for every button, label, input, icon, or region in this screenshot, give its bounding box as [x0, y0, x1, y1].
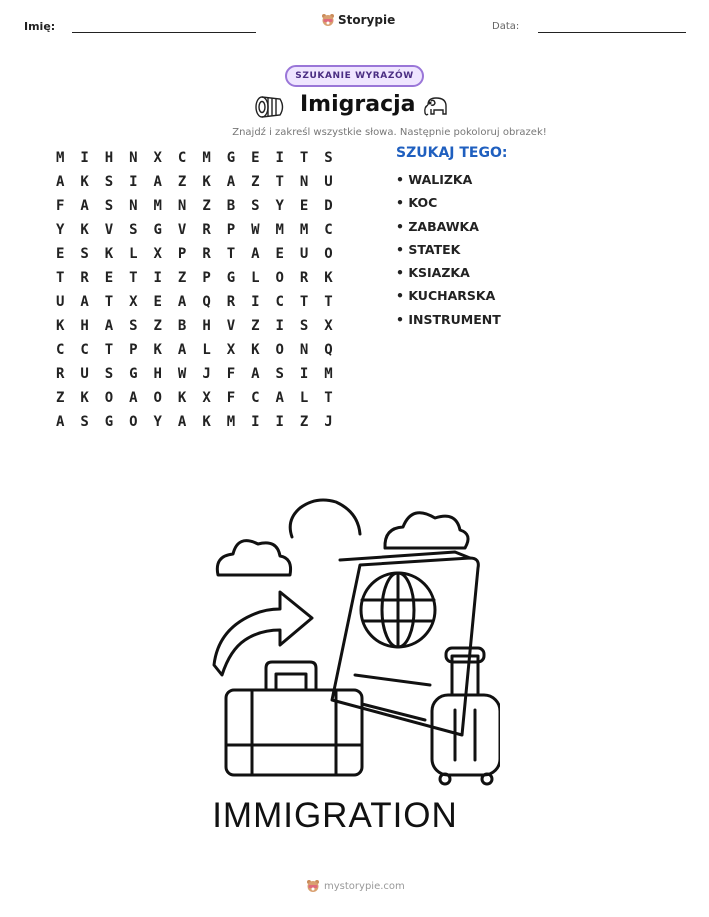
grid-cell[interactable]: P	[202, 270, 211, 286]
grid-cell[interactable]: Y	[153, 414, 162, 430]
grid-cell[interactable]: A	[55, 414, 65, 430]
word-list-item: • WALIZKA	[396, 172, 473, 187]
grid-cell[interactable]: X	[226, 342, 236, 358]
grid-cell[interactable]: O	[275, 270, 284, 286]
grid-cell[interactable]: C	[275, 294, 284, 310]
grid-cell[interactable]: Z	[251, 174, 260, 190]
grid-cell[interactable]: I	[251, 414, 260, 430]
grid-cell[interactable]: E	[104, 270, 114, 286]
grid-cell[interactable]: M	[299, 222, 309, 238]
grid-cell[interactable]: S	[80, 414, 89, 430]
grid-cell[interactable]: V	[177, 222, 187, 238]
grid-cell[interactable]: S	[299, 318, 309, 334]
grid-cell[interactable]: M	[153, 198, 162, 214]
grid-cell[interactable]: S	[251, 198, 260, 214]
bear-logo-icon	[321, 13, 335, 27]
grid-cell[interactable]: N	[299, 174, 309, 190]
grid-cell[interactable]: C	[55, 342, 65, 358]
grid-cell[interactable]: G	[153, 222, 162, 238]
grid-cell[interactable]: A	[129, 390, 138, 406]
grid-cell[interactable]: K	[202, 174, 211, 190]
grid-cell[interactable]: F	[226, 390, 236, 406]
footer	[306, 879, 405, 893]
grid-cell[interactable]: U	[299, 246, 309, 262]
grid-cell[interactable]: S	[275, 366, 284, 382]
grid-cell[interactable]: K	[80, 222, 89, 238]
grid-cell[interactable]: C	[80, 342, 89, 358]
grid-cell[interactable]: K	[80, 390, 89, 406]
grid-cell[interactable]: L	[202, 342, 211, 358]
word-list-item: • ZABAWKA	[396, 218, 479, 234]
grid-cell[interactable]: N	[129, 198, 138, 214]
grid-cell[interactable]: N	[129, 150, 138, 166]
grid-cell[interactable]: T	[299, 150, 309, 166]
grid-cell[interactable]: Z	[153, 318, 162, 334]
grid-cell[interactable]: K	[153, 342, 162, 358]
grid-cell[interactable]: K	[104, 246, 114, 262]
grid-cell[interactable]: P	[177, 246, 187, 262]
grid-row	[48, 146, 341, 170]
grid-cell[interactable]: T	[104, 342, 114, 358]
grid-cell[interactable]: F	[226, 366, 236, 382]
grid-cell[interactable]: I	[275, 318, 284, 334]
grid-cell[interactable]: R	[55, 366, 65, 382]
grid-row	[48, 338, 341, 362]
grid-cell[interactable]: E	[153, 294, 162, 310]
grid-cell[interactable]: O	[275, 342, 284, 358]
grid-cell[interactable]: S	[104, 366, 114, 382]
grid-cell[interactable]: S	[129, 222, 138, 238]
grid-cell[interactable]: I	[275, 414, 284, 430]
grid-cell[interactable]: S	[80, 246, 89, 262]
grid-row	[48, 218, 341, 242]
grid-cell[interactable]: M	[324, 366, 333, 382]
grid-cell[interactable]: X	[153, 246, 162, 262]
grid-cell[interactable]: C	[251, 390, 260, 406]
grid-cell[interactable]: C	[177, 150, 187, 166]
grid-cell[interactable]: I	[275, 150, 284, 166]
grid-cell[interactable]: Z	[251, 318, 260, 334]
grid-row	[48, 410, 341, 434]
grid-cell[interactable]: Z	[177, 270, 187, 286]
grid-cell[interactable]: Z	[55, 390, 65, 406]
footer-url[interactable]: mystorypie.com	[324, 880, 405, 892]
grid-cell[interactable]: S	[324, 150, 333, 166]
grid-cell[interactable]: G	[226, 270, 236, 286]
grid-cell[interactable]: A	[226, 174, 236, 190]
grid-cell[interactable]: I	[299, 366, 309, 382]
grid-cell[interactable]: K	[177, 390, 187, 406]
grid-cell[interactable]: P	[226, 222, 236, 238]
grid-cell[interactable]: M	[226, 414, 236, 430]
title-row	[254, 92, 454, 124]
bear-logo-icon	[306, 879, 320, 893]
grid-cell[interactable]: Y	[275, 198, 284, 214]
grid-cell[interactable]: A	[104, 318, 114, 334]
grid-cell[interactable]: H	[153, 366, 162, 382]
grid-cell[interactable]: W	[177, 366, 187, 382]
grid-cell[interactable]: L	[129, 246, 138, 262]
grid-cell[interactable]: A	[55, 174, 65, 190]
grid-cell[interactable]: T	[55, 270, 65, 286]
grid-cell[interactable]: A	[153, 174, 162, 190]
grid-cell[interactable]: X	[129, 294, 138, 310]
grid-cell[interactable]: P	[129, 342, 138, 358]
grid-cell[interactable]: O	[129, 414, 138, 430]
brand-name: Storypie	[338, 13, 396, 27]
word-list-item: • KUCHARSKA	[396, 288, 496, 304]
grid-cell[interactable]: H	[104, 150, 114, 166]
activity-badge: SZUKANIE WYRAZÓW	[285, 65, 424, 87]
instructions: Znajdź i zakreśl wszystkie słowa. Następnie pokoloruj obrazek!	[232, 127, 547, 138]
grid-cell[interactable]: I	[129, 174, 138, 190]
grid-cell[interactable]: X	[153, 150, 162, 166]
grid-cell[interactable]: Z	[299, 414, 309, 430]
grid-cell[interactable]: A	[80, 294, 89, 310]
grid-cell[interactable]: W	[251, 222, 260, 238]
grid-row	[48, 290, 341, 314]
grid-cell[interactable]: A	[251, 366, 260, 382]
grid-cell[interactable]: A	[177, 342, 187, 358]
page-title: Imigracja	[300, 92, 416, 117]
date-label: Data:	[492, 21, 520, 32]
grid-cell[interactable]: L	[251, 270, 260, 286]
grid-cell[interactable]: X	[324, 318, 333, 334]
grid-cell[interactable]: A	[251, 246, 260, 262]
grid-cell[interactable]: T	[324, 294, 333, 310]
grid-cell[interactable]: K	[202, 414, 211, 430]
grid-cell[interactable]: U	[55, 294, 65, 310]
grid-cell[interactable]: T	[104, 294, 114, 310]
grid-cell[interactable]: C	[324, 222, 333, 238]
grid-cell[interactable]: K	[324, 270, 333, 286]
word-list-item: • KOC	[396, 195, 438, 211]
grid-cell[interactable]: E	[251, 150, 260, 166]
grid-cell[interactable]: R	[80, 270, 89, 286]
grid-cell[interactable]: L	[299, 390, 309, 406]
grid-cell[interactable]: T	[275, 174, 284, 190]
grid-cell[interactable]: N	[299, 342, 309, 358]
word-list-item: • STATEK	[396, 241, 461, 257]
grid-cell[interactable]: D	[324, 198, 333, 214]
grid-cell[interactable]: K	[251, 342, 260, 358]
grid-row	[48, 362, 341, 386]
grid-cell[interactable]: O	[104, 390, 114, 406]
date-line[interactable]	[538, 32, 686, 33]
grid-cell[interactable]: A	[275, 390, 284, 406]
grid-row	[48, 170, 341, 194]
word-list-item: • INSTRUMENT	[396, 311, 501, 327]
grid-cell[interactable]: H	[80, 318, 89, 334]
grid-cell[interactable]: I	[80, 150, 89, 166]
grid-cell[interactable]: G	[226, 150, 236, 166]
grid-cell[interactable]: I	[251, 294, 260, 310]
sun-icon	[290, 500, 360, 537]
grid-cell[interactable]: O	[324, 246, 333, 262]
grid-cell[interactable]: R	[202, 246, 211, 262]
grid-cell[interactable]: R	[226, 294, 236, 310]
elephant-icon	[422, 95, 452, 119]
grid-cell[interactable]: A	[80, 198, 89, 214]
grid-cell[interactable]: V	[226, 318, 236, 334]
name-line[interactable]	[72, 32, 256, 33]
grid-cell[interactable]: Z	[202, 198, 211, 214]
grid-cell[interactable]: N	[177, 198, 187, 214]
word-list	[396, 170, 501, 333]
cloud-icon	[385, 513, 468, 548]
grid-cell[interactable]: Q	[202, 294, 211, 310]
grid-row	[48, 266, 341, 290]
rolled-blanket-icon	[254, 94, 286, 120]
grid-cell[interactable]: T	[324, 390, 333, 406]
grid-row	[48, 194, 341, 218]
grid-cell[interactable]: B	[226, 198, 236, 214]
grid-cell[interactable]: Z	[177, 174, 187, 190]
grid-cell[interactable]: O	[153, 390, 162, 406]
grid-cell[interactable]: M	[202, 150, 211, 166]
cloud-icon	[217, 541, 290, 575]
grid-cell[interactable]: X	[202, 390, 211, 406]
grid-cell[interactable]: K	[55, 318, 65, 334]
grid-cell[interactable]: J	[202, 366, 211, 382]
grid-cell[interactable]: S	[104, 174, 114, 190]
grid-cell[interactable]: U	[80, 366, 89, 382]
brand-logo	[321, 13, 395, 27]
grid-cell[interactable]: H	[202, 318, 211, 334]
grid-row	[48, 386, 341, 410]
grid-cell[interactable]: Y	[55, 222, 65, 238]
grid-cell[interactable]: T	[299, 294, 309, 310]
trolley-luggage-icon	[432, 648, 500, 784]
grid-cell[interactable]: G	[129, 366, 138, 382]
word-list-item: • KSIAZKA	[396, 265, 470, 281]
grid-row	[48, 314, 341, 338]
name-label: Imię:	[24, 20, 56, 33]
grid-cell[interactable]: K	[80, 174, 89, 190]
grid-cell[interactable]: I	[153, 270, 162, 286]
grid-cell[interactable]: S	[104, 198, 114, 214]
grid-cell[interactable]: S	[129, 318, 138, 334]
grid-cell[interactable]: V	[104, 222, 114, 238]
grid-cell[interactable]: T	[129, 270, 138, 286]
passport-globe-icon	[332, 552, 478, 735]
grid-cell[interactable]: U	[324, 174, 333, 190]
grid-cell[interactable]: B	[177, 318, 187, 334]
grid-cell[interactable]: R	[202, 222, 211, 238]
grid-cell[interactable]: M	[55, 150, 65, 166]
grid-row	[48, 242, 341, 266]
grid-cell[interactable]: A	[177, 294, 187, 310]
word-search-grid	[48, 146, 341, 434]
immigration-illustration	[200, 490, 500, 835]
illustration-caption: IMMIGRATION	[212, 796, 458, 835]
word-list-title: SZUKAJ TEGO:	[396, 145, 508, 161]
grid-cell[interactable]: T	[226, 246, 236, 262]
grid-cell[interactable]: E	[275, 246, 284, 262]
grid-cell[interactable]: M	[275, 222, 284, 238]
grid-cell[interactable]: J	[324, 414, 333, 430]
grid-cell[interactable]: A	[177, 414, 187, 430]
grid-cell[interactable]: G	[104, 414, 114, 430]
grid-cell[interactable]: E	[299, 198, 309, 214]
grid-cell[interactable]: E	[55, 246, 65, 262]
grid-cell[interactable]: R	[299, 270, 309, 286]
grid-cell[interactable]: Q	[324, 342, 333, 358]
grid-cell[interactable]: F	[55, 198, 65, 214]
